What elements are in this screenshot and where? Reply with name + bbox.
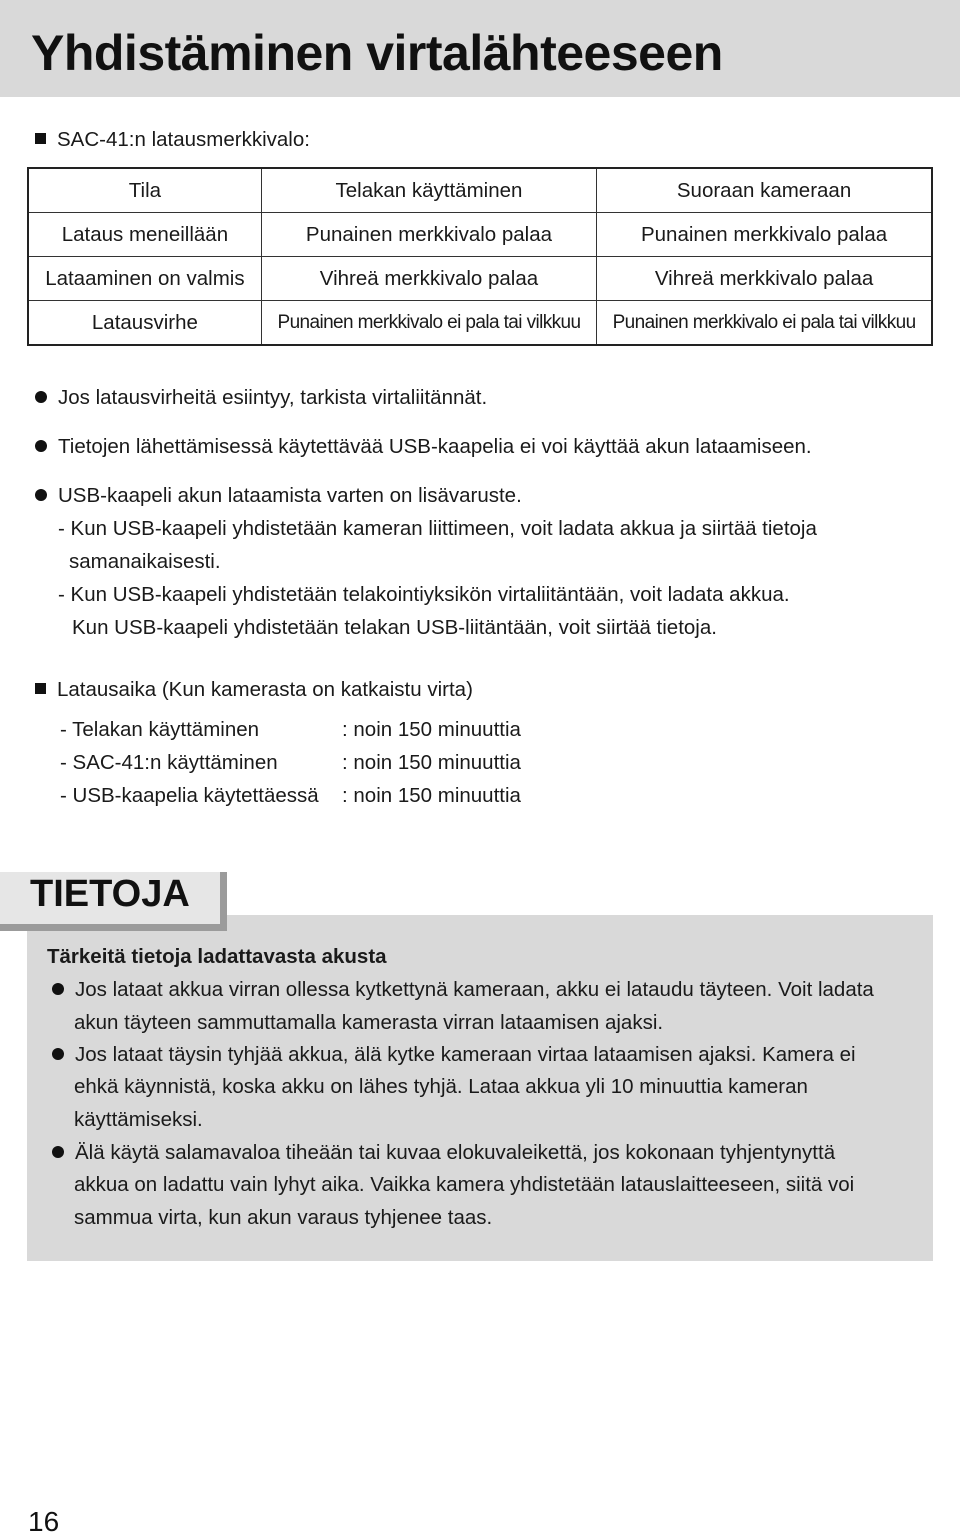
table-cell: Lataus meneillään	[28, 213, 261, 257]
table-cell: Punainen merkkivalo ei pala tai vilkkuu	[597, 301, 932, 346]
table-row	[28, 213, 932, 257]
bullet-dot-icon	[52, 1048, 64, 1060]
charge-time-value: : noin 150 minuuttia	[342, 751, 521, 774]
led-heading	[35, 128, 310, 153]
charge-time-label: - SAC-41:n käyttäminen	[60, 751, 278, 774]
note-text: USB-kaapeli akun lataamista varten on lisävaruste.	[58, 484, 522, 507]
info-item	[52, 978, 874, 1003]
info-text: Älä käytä salamavaloa tiheään tai kuvaa elokuvaleikettä, jos kokonaan tyhjentynyttä	[75, 1141, 836, 1164]
charge-time-row	[60, 751, 521, 776]
sub-note: - Kun USB-kaapeli yhdistetään kameran liittimeen, voit ladata akkua ja siirtää tietoja	[58, 517, 817, 540]
header-cell: Suoraan kameraan	[597, 168, 932, 213]
info-text: sammua virta, kun akun varaus tyhjenee taas.	[74, 1206, 493, 1229]
info-text: akkua on ladattu vain lyhyt aika. Vaikka kamera yhdistetään latauslaitteeseen, siitä voi	[74, 1173, 855, 1196]
charge-time-heading-text: Latausaika (Kun kamerasta on katkaistu virta)	[57, 678, 473, 701]
bullet-dot-icon	[52, 1146, 64, 1158]
bullet-dot-icon	[35, 440, 47, 452]
bullet-dot-icon	[35, 489, 47, 501]
table-cell: Punainen merkkivalo palaa	[261, 213, 596, 257]
charge-time-label: - USB-kaapelia käytettäessä	[60, 784, 319, 807]
page-title: Yhdistäminen virtalähteeseen	[31, 25, 723, 81]
info-subtitle: Tärkeitä tietoja ladattavasta akusta	[47, 945, 387, 968]
note-item	[35, 386, 487, 411]
page-number: 16	[28, 1506, 60, 1537]
info-text: Jos lataat täysin tyhjää akkua, älä kytke kameraan virtaa lataamisen ajaksi. Kamera ei	[75, 1043, 856, 1066]
table-row	[28, 301, 932, 346]
table-row	[28, 257, 932, 301]
charge-time-value: : noin 150 minuuttia	[342, 718, 521, 741]
table-cell: Lataaminen on valmis	[28, 257, 261, 301]
led-heading-text: SAC-41:n latausmerkkivalo:	[57, 128, 310, 151]
info-text: käyttämiseksi.	[74, 1108, 203, 1131]
charge-time-value: : noin 150 minuuttia	[342, 784, 521, 807]
charge-time-heading	[35, 678, 473, 703]
sub-note: Kun USB-kaapeli yhdistetään telakan USB-liitäntään, voit siirtää tietoja.	[72, 616, 717, 639]
table-header-row	[28, 168, 932, 213]
bullet-dot-icon	[52, 983, 64, 995]
info-title: TIETOJA	[30, 873, 190, 915]
table-cell: Punainen merkkivalo palaa	[597, 213, 932, 257]
table-cell: Vihreä merkkivalo palaa	[597, 257, 932, 301]
square-bullet-icon	[35, 683, 46, 694]
charge-time-label: - Telakan käyttäminen	[60, 718, 260, 741]
note-item	[35, 484, 522, 509]
info-text: Jos lataat akkua virran ollessa kytkettynä kameraan, akku ei lataudu täyteen. Voit ladata	[75, 978, 874, 1001]
note-text: Tietojen lähettämisessä käytettävää USB-kaapelia ei voi käyttää akun lataamiseen.	[58, 435, 812, 458]
note-item	[35, 435, 812, 460]
sub-note: samanaikaisesti.	[69, 550, 221, 573]
charge-time-row	[60, 718, 521, 743]
led-table	[27, 167, 933, 346]
table-cell: Latausvirhe	[28, 301, 261, 346]
bullet-dot-icon	[35, 391, 47, 403]
square-bullet-icon	[35, 133, 46, 144]
info-text: akun täyteen sammuttamalla kamerasta virran lataamisen ajaksi.	[74, 1011, 664, 1034]
header-cell: Telakan käyttäminen	[261, 168, 596, 213]
charge-time-row	[60, 784, 521, 809]
info-item	[52, 1141, 835, 1166]
header-cell: Tila	[28, 168, 261, 213]
table-cell: Vihreä merkkivalo palaa	[261, 257, 596, 301]
info-text: ehkä käynnistä, koska akku on lähes tyhjä. Lataa akkua yli 10 minuuttia kameran	[74, 1075, 808, 1098]
note-text: Jos latausvirheitä esiintyy, tarkista virtaliitännät.	[58, 386, 488, 409]
table-cell: Punainen merkkivalo ei pala tai vilkkuu	[261, 301, 596, 346]
info-item	[52, 1043, 856, 1068]
sub-note: - Kun USB-kaapeli yhdistetään telakointiyksikön virtaliitäntään, voit ladata akkua.	[58, 583, 790, 606]
